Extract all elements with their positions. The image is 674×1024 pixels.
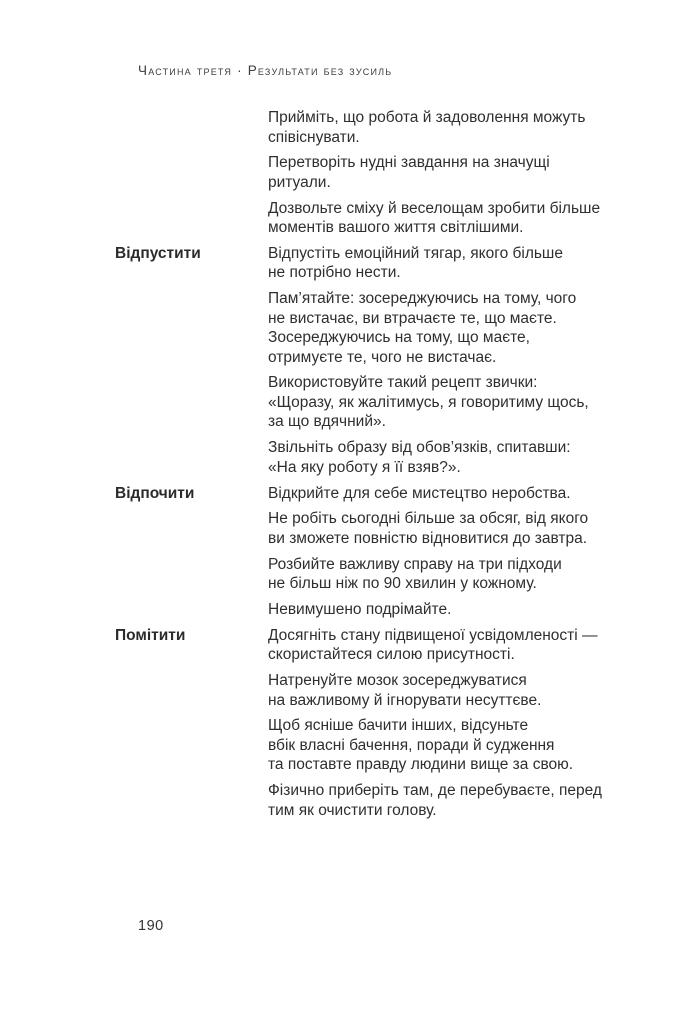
running-header: Частина третя · Результати без зусиль <box>138 63 393 78</box>
section-row <box>115 108 660 244</box>
term-label: Помітити <box>115 626 186 644</box>
section-row <box>115 244 660 484</box>
paragraph: Прийміть, що робота й задоволення можуть співіснувати. <box>268 109 586 146</box>
section-paragraphs <box>268 108 660 244</box>
paragraph: Пам’ятайте: зосереджуючись на тому, чого не вистачає, ви втрачаєте те, що маєте. Зосереджуючись на тому, що маєте, отримуєте те, чого не вистачає. <box>268 290 577 366</box>
paragraph: Щоб ясніше бачити інших, відсуньте вбік власні бачення, поради й судження та поставте правду людини вище за свою. <box>268 717 574 774</box>
section-paragraphs <box>268 244 660 484</box>
term-label: Відпочити <box>115 484 195 502</box>
section-row <box>115 484 660 626</box>
paragraph: Перетворіть нудні завдання на значущі ритуали. <box>268 154 550 191</box>
paragraph: Відпустіть емоційний тягар, якого більше не потрібно нести. <box>268 244 563 282</box>
paragraph: Натренуйте мозок зосереджуватися на важливому й ігнорувати несуттєве. <box>268 672 542 709</box>
paragraph: Не робіть сьогодні більше за обсяг, від якого ви зможете повністю відновитися до завтра. <box>268 510 589 547</box>
paragraph: Використовуйте такий рецепт звички: «Щоразу, як жалітимусь, я говоритиму щось, за що вдячний». <box>268 374 589 431</box>
paragraph: Невимушено подрімайте. <box>268 600 452 618</box>
paragraph: Фізично приберіть там, де перебуваєте, перед тим як очистити голову. <box>268 782 602 819</box>
term-label: Відпустити <box>115 244 201 262</box>
paragraph: Розбийте важливу справу на три підходи не більш ніж по 90 хвилин у кожному. <box>268 555 562 593</box>
paragraph: Відкрийте для себе мистецтво неробства. <box>268 484 571 502</box>
section-paragraphs <box>268 484 660 626</box>
page-number: 190 <box>138 918 164 934</box>
section-row <box>115 626 660 827</box>
paragraph: Дозвольте сміху й веселощам зробити більше моментів вашого життя світлішими. <box>268 199 601 237</box>
section-paragraphs <box>268 626 660 827</box>
paragraph: Досягніть стану підвищеної усвідомленості — скористайтеся силою присутності. <box>268 626 598 664</box>
summary-list <box>115 108 660 826</box>
paragraph: Звільніть образу від обов’язків, спитавши: «На яку роботу я її взяв?». <box>268 439 571 476</box>
